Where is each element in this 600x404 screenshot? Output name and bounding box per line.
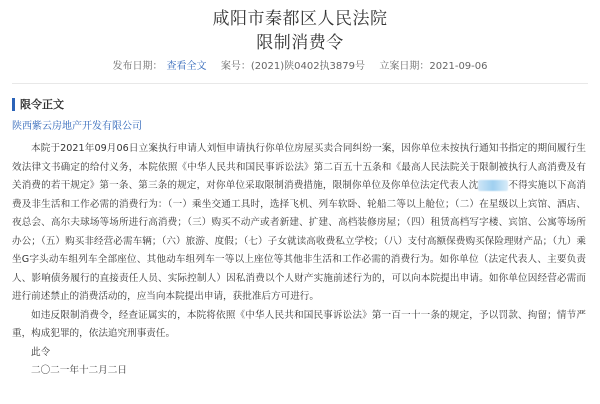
document-title: 限制消费令 xyxy=(256,33,344,53)
paragraph-closing: 此令 xyxy=(31,346,51,358)
case-number: (2021)陕0402执3879号 xyxy=(250,61,366,72)
section-heading xyxy=(12,96,600,112)
filing-date-label: 立案日期： xyxy=(379,61,430,72)
respondent-name: 陕西紫云房地产开发有限公司 xyxy=(12,121,142,132)
section-accent-bar xyxy=(12,98,15,111)
header-divider xyxy=(12,83,588,84)
order-body xyxy=(12,140,586,381)
document-header xyxy=(0,0,600,74)
redaction-mask xyxy=(478,180,508,191)
publish-date-label: 发布日期： xyxy=(112,61,163,72)
paragraph-main-part1: 本院于2021年09月06日立案执行申请人刘恒申请执行你单位房屋买卖合同纠纷一案，因你单位未按执行通知书指定的期间履行生效法律文书确定的给付义务，本院依照《中华人民共和国民事诉讼法》第二百五十五条和《最高人民法院关于限制被执行人高消费及有关消费的若干规定》第一条、第三条的规定，对你单位采取限制消费措施，限制你单位及你单位法定代表人沈 xyxy=(12,143,586,191)
paragraph-penalty: 如违反限制消费令，经查证属实的，本院将依照《中华人民共和国民事诉讼法》第一百一十一条的规定，予以罚款、拘留；情节严重，构成犯罪的，依法追究刑事责任。 xyxy=(12,309,586,339)
view-full-text-link[interactable]: 查看全文 xyxy=(166,61,207,72)
document-meta xyxy=(0,60,600,74)
paragraph-main-part2: 不得实施以下高消费及非生活和工作必需的消费行为：（一）乘坐交通工具时，选择飞机、列车软卧、轮船二等以上舱位；（二）在星级以上宾馆、酒店、夜总会、高尔夫球场等场所进行高消费；（三）购买不动产或者新建、扩建、高档装修房屋；（四）租赁高档写字楼、宾馆、公寓等场所办公；（五）购买非经营必需车辆；（六）旅游、度假；（七）子女就读高收费私立学校；（八）支付高额保费购买保险理财产品；（九）乘坐G字头动车组列车全部座位、其他动车组列车一等以上座位等其他非生活和工作必需的消费行为。如你单位（法定代表人、主要负责人、影响债务履行的直接责任人员、实际控制人）因私消费以个人财产实施前述行为的，可以向本院提出申请。如你单位因经营必需而进行前述禁止的消费活动的，应当向本院提出申请，获批准后方可进行。 xyxy=(12,180,587,302)
paragraph-main xyxy=(12,140,586,307)
court-name: 咸阳市秦都区人民法院 xyxy=(212,9,388,29)
filing-date: 2021-09-06 xyxy=(429,61,488,72)
paragraph-date: 二〇二一年十二月二日 xyxy=(31,365,127,376)
section-title: 限令正文 xyxy=(20,98,64,111)
case-number-label: 案号： xyxy=(220,61,251,72)
